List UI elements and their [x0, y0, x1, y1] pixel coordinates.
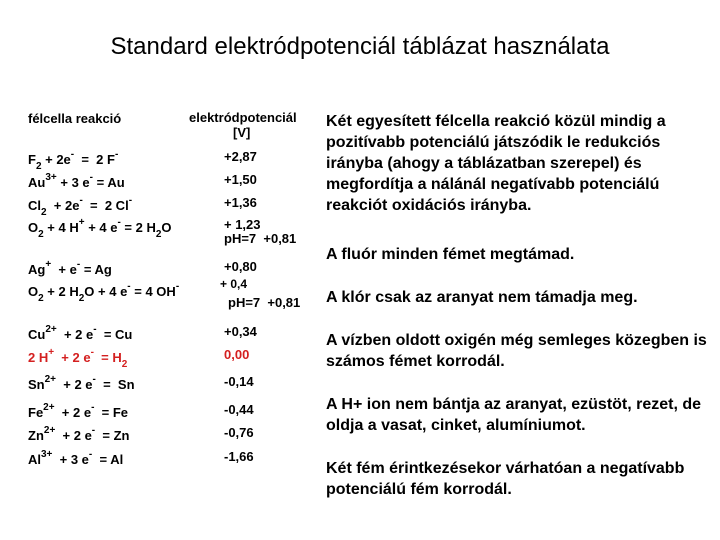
potential-value: +1,36 — [224, 195, 257, 210]
reaction: $F_2 + 2e^- = 2$ F- — [28, 149, 119, 172]
reaction: Ag+ + e- = Ag — [28, 259, 112, 277]
potential-value: -0,76 — [224, 425, 254, 440]
reaction: $O_2 + 4$ H+ + 4 e- = 2 $H_2O$ — [28, 217, 172, 240]
note-paragraph: A vízben oldott oxigén még semleges közegben is számos fémet korrodál. — [326, 332, 707, 370]
potential-value: +0,80 — [224, 259, 257, 274]
header-potential: elektródpotenciál — [189, 110, 297, 125]
header-reaction: félcella reakció — [28, 111, 122, 126]
potential-value: -0,44 — [224, 402, 254, 417]
reaction: $O_2 + 2$ $H_2O + 4$ e- = 4 OH- — [28, 281, 180, 304]
note-paragraph: Két fém érintkezésekor várhatóan a negatívabb potenciálú fém korrodál. — [326, 460, 685, 498]
note-paragraph: A klór csak az aranyat nem támadja meg. — [326, 289, 638, 306]
potential-value: +1,50 — [224, 172, 257, 187]
potential-value: + 0,4 — [220, 277, 248, 291]
reaction: $Sn^{2+} + 2$ e- = Sn — [28, 374, 135, 392]
reaction: 2 H+ + 2 $e^- = H_2$ — [28, 347, 128, 370]
header-unit: [V] — [233, 125, 251, 140]
ph7-potential: pH=7 +0,81 — [224, 231, 297, 246]
slide-title: Standard elektródpotenciál táblázat használata — [110, 33, 610, 60]
potential-value: +0,34 — [224, 324, 257, 339]
reaction: $Al^{3+} + 3$ e- = Al — [28, 449, 124, 467]
potential-value: +2,87 — [224, 149, 257, 164]
reaction: $Cl_2 + 2e^- = 2$ Cl- — [28, 195, 133, 218]
reaction: $Zn^{2+} + 2$ e- = Zn — [28, 425, 130, 443]
potential-value: 0,00 — [224, 347, 250, 362]
note-paragraph: Két egyesített félcella reakció közül mindig a pozitívabb potenciálú játszódik le redukciós irányba (ahogy a táblázatban szerepel) és megfordítja a nálánál negatívabb potenciálú reakciót oxidációs irányba. — [326, 113, 666, 214]
note-paragraph: A fluór minden fémet megtámad. — [326, 246, 575, 263]
reaction: $Au^{3+} + 3$ e- = Au — [28, 172, 125, 190]
potential-value: -1,66 — [224, 449, 254, 464]
note-paragraph: A H+ ion nem bántja az aranyat, ezüstöt, rezet, de oldja a vasat, cinket, alumíniumot. — [326, 396, 702, 434]
potential-value: + 1,23 — [224, 217, 261, 232]
ph7-potential: pH=7 +0,81 — [228, 295, 301, 310]
reaction: $Cu^{2+} + 2$ e- = Cu — [28, 324, 133, 342]
potential-value: -0,14 — [224, 374, 254, 389]
reaction: $Fe^{2+} + 2$ e- = Fe — [28, 402, 129, 420]
